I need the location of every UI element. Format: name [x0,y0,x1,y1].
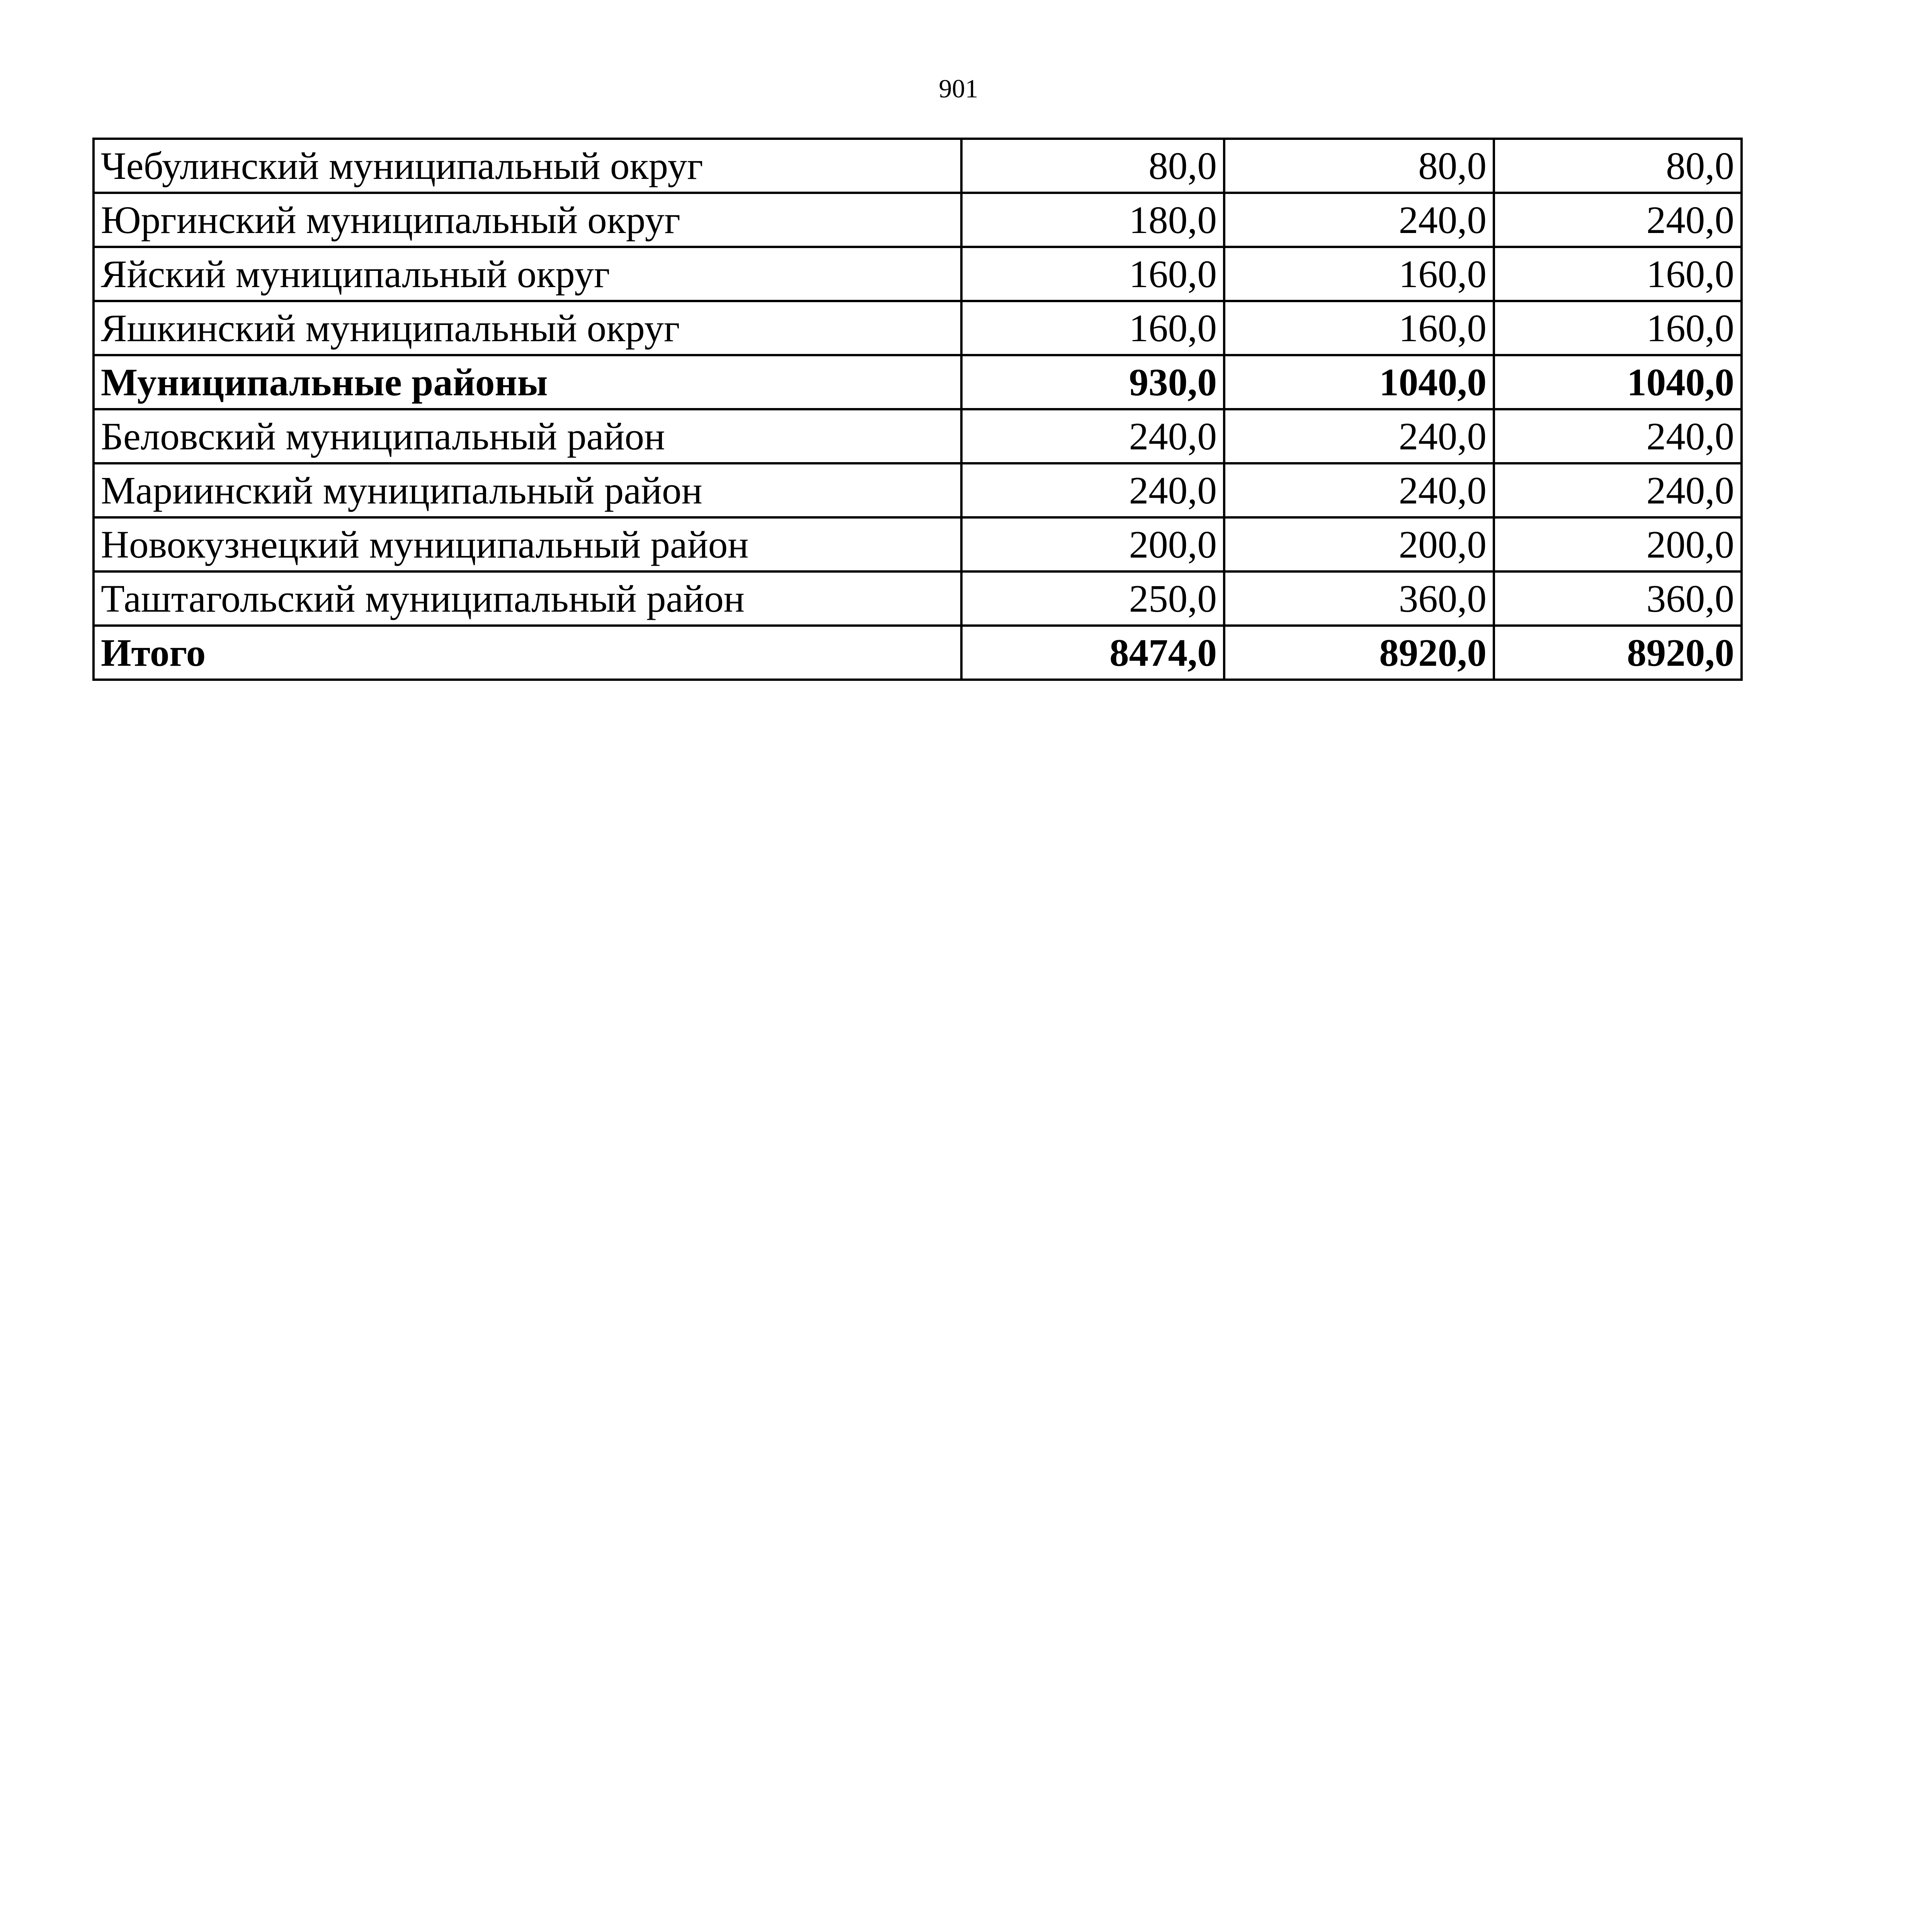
value-col-3: 200,0 [1494,517,1742,571]
value-col-2: 8920,0 [1224,626,1494,680]
value-col-1: 8474,0 [961,626,1224,680]
value-col-2: 240,0 [1224,409,1494,463]
municipality-name: Таштагольский муниципальный район [94,571,961,626]
value-col-3: 8920,0 [1494,626,1742,680]
value-col-3: 360,0 [1494,571,1742,626]
value-col-1: 240,0 [961,463,1224,517]
municipality-name: Мариинский муниципальный район [94,463,961,517]
value-col-2: 240,0 [1224,463,1494,517]
value-col-2: 160,0 [1224,301,1494,355]
value-col-2: 200,0 [1224,517,1494,571]
table-row [94,571,1742,626]
total-label: Итого [94,626,961,680]
group-heading: Муниципальные районы [94,355,961,409]
value-col-1: 80,0 [961,139,1224,193]
municipality-name: Яшкинский муниципальный округ [94,301,961,355]
municipality-name: Яйский муниципальный округ [94,247,961,301]
value-col-1: 250,0 [961,571,1224,626]
table-row [94,193,1742,247]
table-row [94,463,1742,517]
value-col-1: 180,0 [961,193,1224,247]
value-col-2: 360,0 [1224,571,1494,626]
table-row [94,301,1742,355]
value-col-2: 1040,0 [1224,355,1494,409]
value-col-1: 930,0 [961,355,1224,409]
budget-table [92,138,1743,681]
municipality-name: Юргинский муниципальный округ [94,193,961,247]
value-col-2: 240,0 [1224,193,1494,247]
value-col-2: 160,0 [1224,247,1494,301]
table-row [94,247,1742,301]
subtotal-row [94,355,1742,409]
value-col-1: 200,0 [961,517,1224,571]
value-col-1: 240,0 [961,409,1224,463]
municipality-name: Беловский муниципальный район [94,409,961,463]
table-row [94,139,1742,193]
value-col-2: 80,0 [1224,139,1494,193]
total-row [94,626,1742,680]
value-col-1: 160,0 [961,247,1224,301]
value-col-3: 160,0 [1494,301,1742,355]
value-col-3: 80,0 [1494,139,1742,193]
value-col-1: 160,0 [961,301,1224,355]
municipality-name: Чебулинский муниципальный округ [94,139,961,193]
table-row [94,517,1742,571]
value-col-3: 240,0 [1494,409,1742,463]
page-number: 901 [939,74,978,103]
value-col-3: 240,0 [1494,193,1742,247]
value-col-3: 240,0 [1494,463,1742,517]
value-col-3: 160,0 [1494,247,1742,301]
municipality-name: Новокузнецкий муниципальный район [94,517,961,571]
table-row [94,409,1742,463]
value-col-3: 1040,0 [1494,355,1742,409]
